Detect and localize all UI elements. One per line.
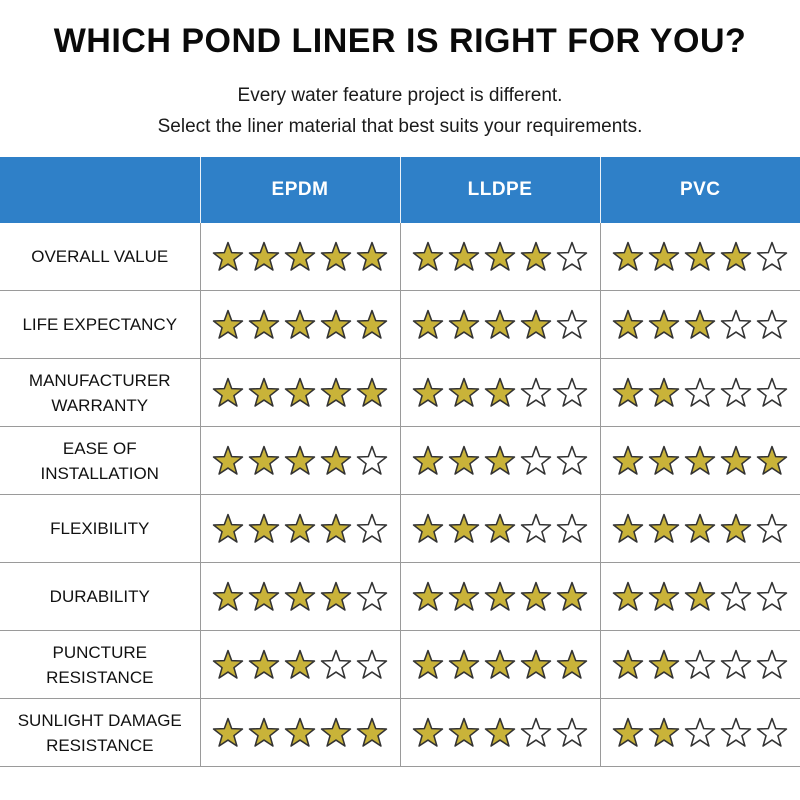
star-filled-icon — [483, 580, 517, 614]
star-filled-icon — [683, 512, 717, 546]
star-filled-icon — [447, 580, 481, 614]
star-filled-icon — [683, 240, 717, 274]
star-filled-icon — [211, 444, 245, 478]
rating-cell-lldpe — [400, 359, 600, 427]
star-empty-icon — [719, 716, 753, 750]
star-filled-icon — [355, 716, 389, 750]
star-filled-icon — [447, 376, 481, 410]
table-row — [0, 631, 800, 699]
rating-cell-lldpe — [400, 427, 600, 495]
table-row — [0, 495, 800, 563]
star-filled-icon — [555, 648, 589, 682]
column-header-pvc: PVC — [600, 157, 800, 223]
star-empty-icon — [355, 444, 389, 478]
star-rating — [201, 716, 400, 750]
star-empty-icon — [355, 648, 389, 682]
rating-cell-pvc — [600, 223, 800, 291]
rating-cell-epdm — [200, 495, 400, 563]
star-filled-icon — [283, 512, 317, 546]
row-label: FLEXIBILITY — [0, 495, 200, 563]
star-filled-icon — [483, 308, 517, 342]
star-filled-icon — [247, 580, 281, 614]
star-filled-icon — [611, 376, 645, 410]
star-rating — [601, 444, 800, 478]
star-empty-icon — [755, 376, 789, 410]
star-filled-icon — [719, 444, 753, 478]
star-filled-icon — [283, 648, 317, 682]
star-filled-icon — [647, 240, 681, 274]
star-rating — [601, 240, 800, 274]
star-empty-icon — [519, 512, 553, 546]
star-filled-icon — [719, 240, 753, 274]
star-empty-icon — [555, 376, 589, 410]
rating-cell-epdm — [200, 223, 400, 291]
star-filled-icon — [611, 648, 645, 682]
star-filled-icon — [483, 444, 517, 478]
star-rating — [401, 308, 600, 342]
star-filled-icon — [211, 580, 245, 614]
column-header-epdm: EPDM — [200, 157, 400, 223]
star-rating — [601, 308, 800, 342]
star-empty-icon — [555, 240, 589, 274]
star-filled-icon — [319, 376, 353, 410]
rating-cell-lldpe — [400, 495, 600, 563]
star-rating — [201, 376, 400, 410]
star-filled-icon — [411, 648, 445, 682]
row-label: LIFE EXPECTANCY — [0, 291, 200, 359]
star-rating — [201, 444, 400, 478]
row-label: PUNCTURE RESISTANCE — [0, 631, 200, 699]
star-filled-icon — [447, 444, 481, 478]
star-filled-icon — [483, 648, 517, 682]
star-filled-icon — [319, 444, 353, 478]
rating-cell-pvc — [600, 631, 800, 699]
rating-cell-lldpe — [400, 223, 600, 291]
star-filled-icon — [247, 444, 281, 478]
star-empty-icon — [755, 240, 789, 274]
star-filled-icon — [283, 376, 317, 410]
star-filled-icon — [647, 648, 681, 682]
star-filled-icon — [483, 240, 517, 274]
rating-cell-pvc — [600, 563, 800, 631]
rating-cell-epdm — [200, 699, 400, 767]
star-filled-icon — [283, 580, 317, 614]
star-filled-icon — [755, 444, 789, 478]
star-rating — [601, 716, 800, 750]
star-filled-icon — [447, 308, 481, 342]
star-filled-icon — [211, 716, 245, 750]
star-empty-icon — [355, 580, 389, 614]
header-row — [0, 157, 800, 223]
star-empty-icon — [755, 308, 789, 342]
star-rating — [201, 648, 400, 682]
star-rating — [201, 240, 400, 274]
page-title: WHICH POND LINER IS RIGHT FOR YOU? — [53, 22, 747, 60]
star-empty-icon — [683, 376, 717, 410]
star-rating — [201, 308, 400, 342]
star-filled-icon — [647, 444, 681, 478]
star-filled-icon — [247, 648, 281, 682]
star-filled-icon — [519, 240, 553, 274]
star-filled-icon — [519, 580, 553, 614]
star-filled-icon — [411, 716, 445, 750]
star-filled-icon — [647, 580, 681, 614]
star-filled-icon — [483, 512, 517, 546]
rating-cell-pvc — [600, 291, 800, 359]
star-rating — [601, 376, 800, 410]
star-empty-icon — [519, 444, 553, 478]
star-filled-icon — [611, 716, 645, 750]
star-filled-icon — [247, 308, 281, 342]
star-rating — [601, 648, 800, 682]
star-empty-icon — [683, 716, 717, 750]
star-filled-icon — [611, 308, 645, 342]
star-filled-icon — [319, 716, 353, 750]
rating-cell-lldpe — [400, 631, 600, 699]
star-filled-icon — [247, 240, 281, 274]
row-label: EASE OF INSTALLATION — [0, 427, 200, 495]
star-empty-icon — [555, 444, 589, 478]
star-filled-icon — [483, 716, 517, 750]
rating-cell-pvc — [600, 427, 800, 495]
star-filled-icon — [355, 308, 389, 342]
star-filled-icon — [411, 240, 445, 274]
star-filled-icon — [683, 308, 717, 342]
subtitle-line-1: Every water feature project is different. — [237, 85, 563, 106]
star-empty-icon — [683, 648, 717, 682]
star-filled-icon — [211, 648, 245, 682]
star-rating — [201, 512, 400, 546]
star-filled-icon — [355, 240, 389, 274]
rating-cell-epdm — [200, 563, 400, 631]
star-filled-icon — [611, 580, 645, 614]
star-filled-icon — [411, 308, 445, 342]
rating-cell-pvc — [600, 699, 800, 767]
star-filled-icon — [519, 308, 553, 342]
star-filled-icon — [247, 376, 281, 410]
star-empty-icon — [355, 512, 389, 546]
star-filled-icon — [319, 308, 353, 342]
rating-cell-lldpe — [400, 699, 600, 767]
star-filled-icon — [319, 580, 353, 614]
star-filled-icon — [611, 444, 645, 478]
star-filled-icon — [647, 376, 681, 410]
star-empty-icon — [719, 648, 753, 682]
star-filled-icon — [283, 444, 317, 478]
star-empty-icon — [555, 716, 589, 750]
star-filled-icon — [611, 512, 645, 546]
star-empty-icon — [519, 716, 553, 750]
subtitle-line-2: Select the liner material that best suits your requirements. — [157, 116, 643, 137]
star-filled-icon — [683, 444, 717, 478]
star-filled-icon — [211, 512, 245, 546]
star-filled-icon — [519, 648, 553, 682]
star-filled-icon — [447, 716, 481, 750]
star-empty-icon — [719, 376, 753, 410]
star-filled-icon — [611, 240, 645, 274]
star-filled-icon — [647, 716, 681, 750]
star-filled-icon — [647, 512, 681, 546]
star-filled-icon — [211, 308, 245, 342]
star-rating — [401, 444, 600, 478]
star-filled-icon — [247, 716, 281, 750]
star-filled-icon — [447, 512, 481, 546]
header-corner-cell — [0, 157, 200, 223]
star-filled-icon — [447, 648, 481, 682]
table-row — [0, 359, 800, 427]
star-filled-icon — [483, 376, 517, 410]
star-rating — [401, 648, 600, 682]
star-rating — [401, 240, 600, 274]
star-filled-icon — [411, 580, 445, 614]
rating-cell-pvc — [600, 495, 800, 563]
rating-cell-epdm — [200, 291, 400, 359]
star-empty-icon — [555, 308, 589, 342]
star-filled-icon — [411, 444, 445, 478]
star-filled-icon — [555, 580, 589, 614]
star-empty-icon — [755, 512, 789, 546]
star-empty-icon — [755, 716, 789, 750]
rating-cell-epdm — [200, 359, 400, 427]
star-empty-icon — [755, 648, 789, 682]
star-filled-icon — [719, 512, 753, 546]
star-rating — [401, 716, 600, 750]
star-filled-icon — [683, 580, 717, 614]
star-rating — [401, 376, 600, 410]
star-empty-icon — [755, 580, 789, 614]
rating-cell-pvc — [600, 359, 800, 427]
star-empty-icon — [719, 580, 753, 614]
table-row — [0, 223, 800, 291]
star-empty-icon — [719, 308, 753, 342]
column-header-lldpe: LLDPE — [400, 157, 600, 223]
star-filled-icon — [355, 376, 389, 410]
star-empty-icon — [519, 376, 553, 410]
rating-cell-epdm — [200, 427, 400, 495]
star-filled-icon — [211, 240, 245, 274]
rating-cell-lldpe — [400, 291, 600, 359]
star-rating — [601, 580, 800, 614]
star-filled-icon — [447, 240, 481, 274]
star-filled-icon — [283, 716, 317, 750]
star-filled-icon — [283, 308, 317, 342]
star-filled-icon — [411, 512, 445, 546]
star-filled-icon — [319, 512, 353, 546]
star-filled-icon — [211, 376, 245, 410]
star-filled-icon — [247, 512, 281, 546]
star-rating — [401, 512, 600, 546]
row-label: MANUFACTURER WARRANTY — [0, 359, 200, 427]
star-rating — [401, 580, 600, 614]
star-rating — [601, 512, 800, 546]
table-row — [0, 699, 800, 767]
star-empty-icon — [319, 648, 353, 682]
star-filled-icon — [647, 308, 681, 342]
star-filled-icon — [411, 376, 445, 410]
star-rating — [201, 580, 400, 614]
star-filled-icon — [283, 240, 317, 274]
star-filled-icon — [319, 240, 353, 274]
row-label: DURABILITY — [0, 563, 200, 631]
table-row — [0, 427, 800, 495]
table-row — [0, 291, 800, 359]
comparison-table — [0, 157, 800, 767]
rating-cell-epdm — [200, 631, 400, 699]
star-empty-icon — [555, 512, 589, 546]
row-label: OVERALL VALUE — [0, 223, 200, 291]
row-label: SUNLIGHT DAMAGE RESISTANCE — [0, 699, 200, 767]
rating-cell-lldpe — [400, 563, 600, 631]
table-row — [0, 563, 800, 631]
